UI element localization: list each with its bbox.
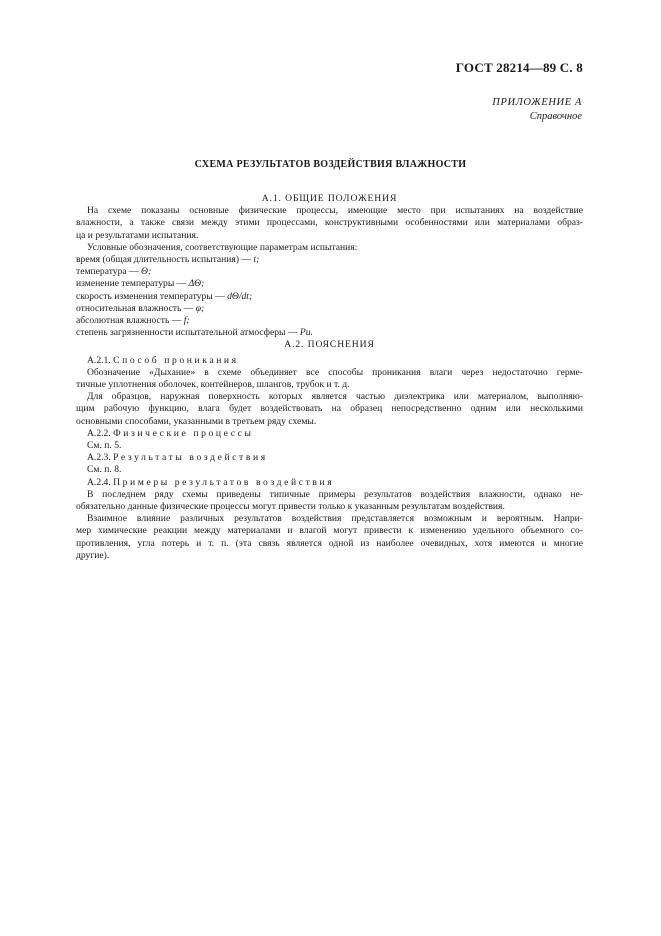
text-line: ца и результатами испытания. [76, 229, 199, 241]
subsection-heading: А.2.2. Физические процессы [87, 427, 254, 439]
section-heading-explanations: А.2. ПОЯСНЕНИЯ [284, 339, 375, 351]
document-reference: ГОСТ 28214—89 С. 8 [455, 60, 583, 75]
subsection-physical-processes [76, 428, 583, 452]
subsection-results [76, 452, 583, 476]
appendix-type: Справочное [529, 111, 582, 122]
subsection-examples [76, 477, 583, 562]
text-line: влажности, а также связи между этими процессами, конструктивными особенностями или материалами образ- [76, 217, 583, 229]
text-line: Для образцов, наружная поверхность которых является частью диэлектрика или материалом, выполняю- [87, 391, 583, 403]
legend-item: абсолютная влажность — f; [76, 315, 190, 327]
cross-reference: См. п. 8. [87, 464, 122, 476]
text-line: Взаимное влияние различных результатов воздействия представляется возможным и вероятным. Напри- [87, 513, 583, 525]
legend-item: время (общая длительность испытания) — t; [76, 254, 260, 266]
appendix-title: ПРИЛОЖЕНИЕ А [492, 97, 582, 108]
legend-item: изменение температуры — ΔΘ; [76, 278, 205, 290]
text-line: На схеме показаны основные физические процессы, имеющие место при испытаниях на воздействие [87, 205, 583, 217]
text-line: противления, угла потерь и т. п. (эта связь является одной из наиболее очевидных, хотя имеются и многие [76, 537, 583, 549]
section-heading-general: А.1. ОБЩИЕ ПОЛОЖЕНИЯ [261, 193, 398, 204]
cross-reference: См. п. 5. [87, 440, 122, 452]
appendix-label [492, 96, 582, 124]
document-body [76, 193, 583, 562]
text-line: щим рабочую функцию, влага будет воздействовать на образец непосредственно одним или несколькими [76, 403, 583, 415]
text-line: другие). [76, 549, 110, 561]
legend-item: относительная влажность — φ; [76, 302, 205, 314]
legend-intro: Условные обозначения, соответствующие параметрам испытания: [87, 241, 358, 253]
legend-item: степень загрязненности испытательной атмосферы — Pu. [76, 327, 313, 339]
legend-item: температура — Θ; [76, 266, 152, 278]
text-line: В последнем ряду схемы приведены типичные примеры результатов воздействия влажности, однако не- [87, 488, 583, 500]
text-line: обязательно данные физические процессы могут привести только к указанным результатам воздействия. [76, 501, 505, 513]
subsection-heading: А.2.4. Примеры результатов воздействия [87, 476, 335, 488]
legend-list [76, 242, 583, 340]
text-line: основными способами, указанными в третьем ряду схемы. [76, 415, 317, 427]
text-line: Обозначение «Дыхание» в схеме объединяет все способы проникания влаги через недостаточно герме- [87, 366, 583, 378]
text-line: мер химические реакции между материалами и влагой могут привести к изменению удельного объемного со- [76, 525, 583, 537]
page-title: СХЕМА РЕЗУЛЬТАТОВ ВОЗДЕЙСТВИЯ ВЛАЖНОСТИ [194, 159, 467, 170]
subsection-penetration [76, 355, 583, 428]
subsection-heading: А.2.1. Способ проникания [87, 354, 239, 366]
legend-item: скорость изменения температуры — dΘ/dt; [76, 290, 253, 302]
intro-paragraph [76, 205, 583, 242]
subsection-heading: А.2.3. Результаты воздействия [87, 452, 268, 464]
text-line: тичные уплотнения оболочек, контейнеров, шлангов, трубок и т. д. [76, 379, 350, 391]
